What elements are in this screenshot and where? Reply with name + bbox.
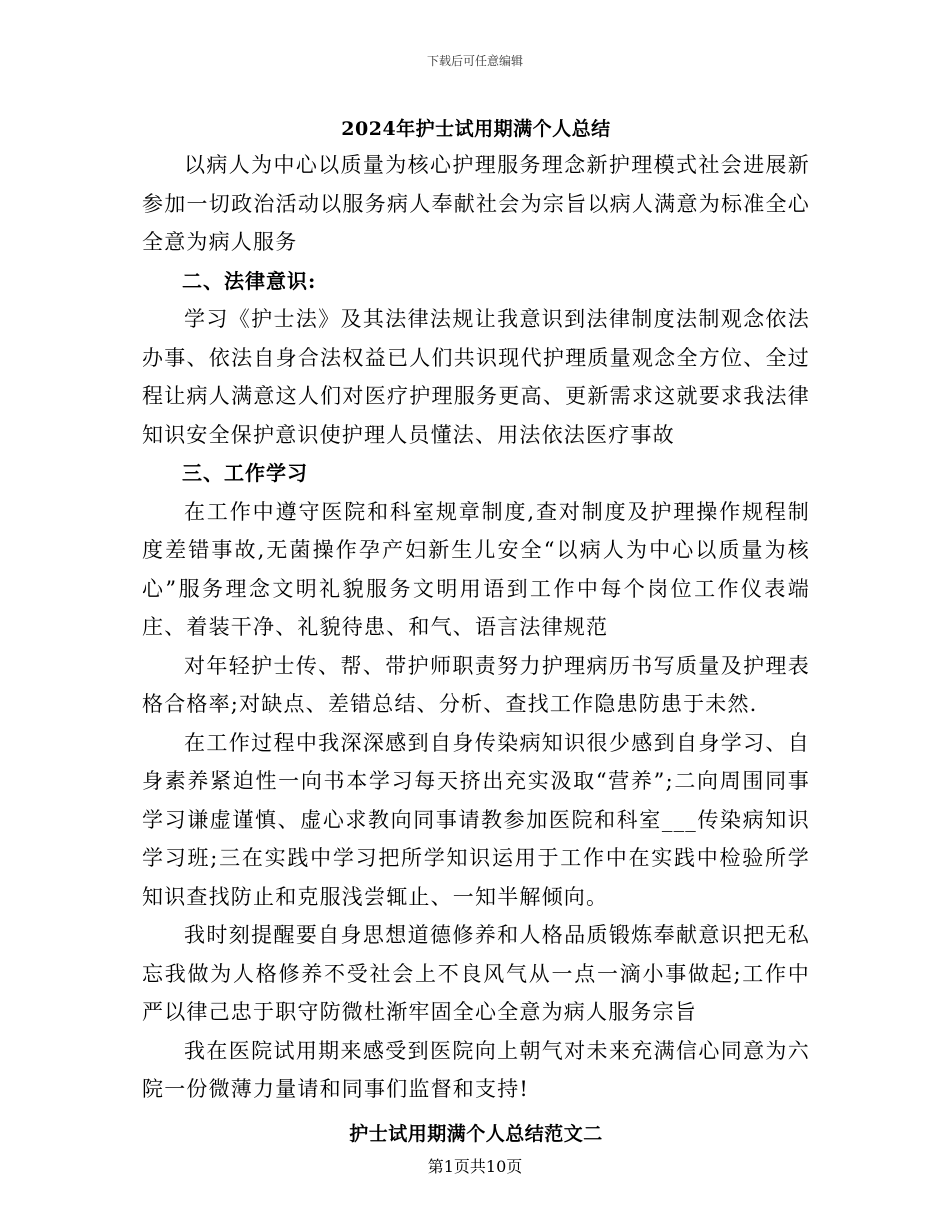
paragraph-work-rules: 在工作中遵守医院和科室规章制度,查对制度及护理操作规程制度差错事故,无菌操作孕产妇新生儿安全“以病人为中心以质量为核心”服务理念文明礼貌服务文明用语到工作中每个岗位工作仪表端庄、着装干净、礼貌待患、和气、语言法律规范 [142, 499, 810, 639]
paragraph-learning: 在工作过程中我深深感到自身传染病知识很少感到自身学习、自身素养紧迫性一向书本学习每天挤出充实汲取“营养”;二向周围同事学习谦虚谨慎、虚心求教向同事请教参加医院和科室___传染病知识学习班;三在实践中学习把所学知识运用于工作中在实践中检验所学知识查找防止和克服浅尝辄止、一知半解倾向。 [142, 730, 810, 909]
document-body [142, 112, 810, 1153]
paragraph-self-discipline: 我时刻提醒要自身思想道德修养和人格品质锻炼奉献意识把无私忘我做为人格修养不受社会上不良风气从一点一滴小事做起;工作中严以律己忠于职守防微杜渐牢固全心全意为病人服务宗旨 [142, 923, 810, 1024]
document-title: 2024年护士试用期满个人总结 [341, 118, 611, 140]
section-heading-work-study: 三、工作学习 [182, 461, 308, 485]
section-heading-legal-awareness: 二、法律意识: [182, 268, 317, 293]
document-subtitle: 护士试用期满个人总结范文二 [349, 1122, 603, 1145]
paragraph-mentoring: 对年轻护士传、帮、带护师职责努力护理病历书写质量及护理表格合格率;对缺点、差错总结、分析、查找工作隐患防患于未然. [142, 653, 810, 716]
page-number: 第1页共10页 [427, 1157, 523, 1176]
page-header-note: 下载后可任意编辑 [426, 54, 523, 68]
paragraph-intro: 以病人为中心以质量为核心护理服务理念新护理模式社会进展新参加一切政治活动以服务病人奉献社会为宗旨以病人满意为标准全心全意为病人服务 [142, 153, 810, 254]
paragraph-conclusion: 我在医院试用期来感受到医院向上朝气对未来充满信心同意为六院一份微薄力量请和同事们监督和支持! [142, 1038, 810, 1101]
paragraph-legal-awareness: 学习《护士法》及其法律法规让我意识到法律制度法制观念依法办事、依法自身合法权益已人们共识现代护理质量观念全方位、全过程让病人满意这人们对医疗护理服务更高、更新需求这就要求我法律知识安全保护意识使护理人员懂法、用法依法医疗事故 [142, 307, 810, 447]
